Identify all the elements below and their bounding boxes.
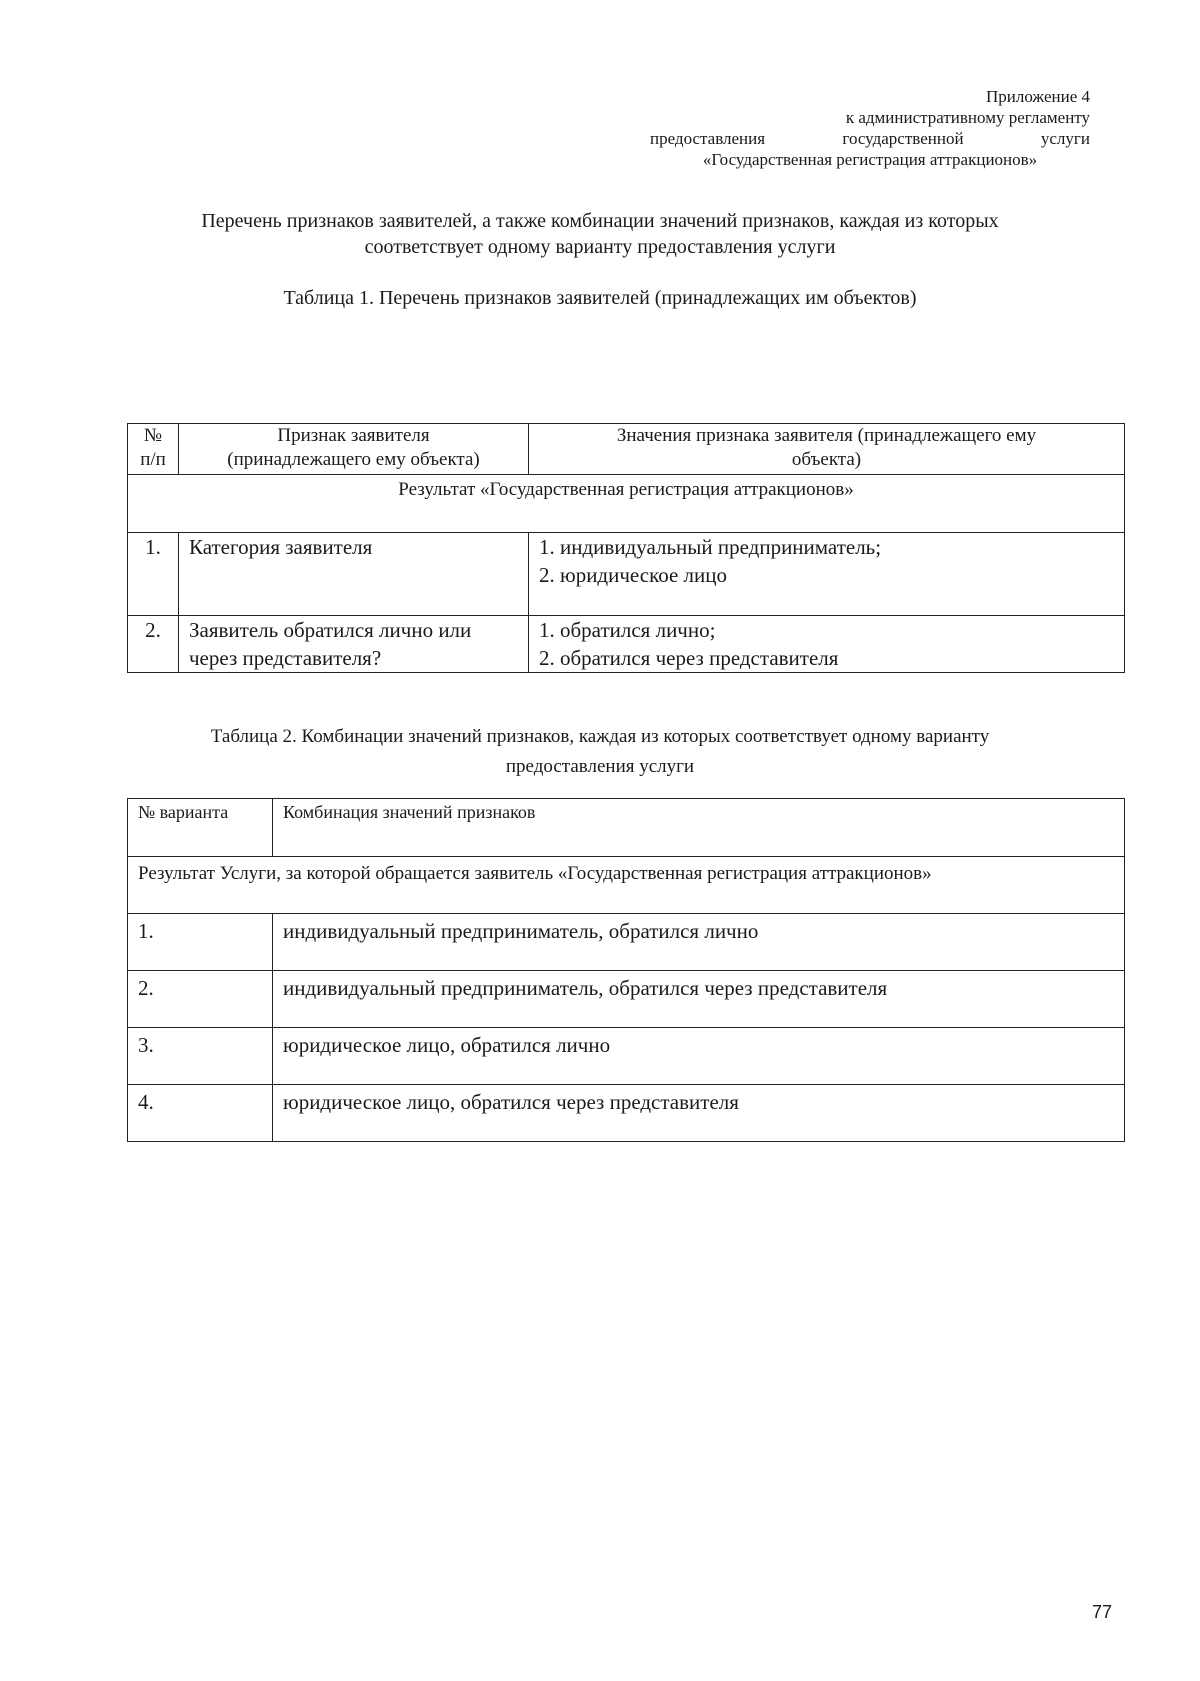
- variant-num: 1.: [128, 914, 273, 971]
- table-row: [128, 971, 1125, 1028]
- appendix-regulation: к административному регламенту: [845, 108, 1090, 127]
- header-attribute-line-2: (принадлежащего ему объекта): [227, 449, 480, 470]
- header-values: [529, 424, 1125, 475]
- appendix-service-line: [650, 128, 1090, 149]
- table2-caption-line-1: Таблица 2. Комбинации значений признаков, каждая из которых соответствует одному варианту: [210, 726, 990, 747]
- header-num-line-1: №: [143, 425, 163, 446]
- appendix-word-state: государственной: [842, 129, 964, 148]
- table-header-row: [128, 424, 1125, 475]
- table-row: [128, 533, 1125, 616]
- header-values-line-1: Значения признака заявителя (принадлежащего ему: [616, 425, 1037, 446]
- table-row: [128, 616, 1125, 673]
- variant-combination: юридическое лицо, обратился через представителя: [273, 1085, 1125, 1142]
- table-row: [128, 1028, 1125, 1085]
- row-value-line-2: 2. юридическое лицо: [539, 563, 727, 587]
- table-result-row: [128, 475, 1125, 533]
- document-heading: [130, 208, 1070, 260]
- variant-num: 4.: [128, 1085, 273, 1142]
- header-num: [128, 424, 179, 475]
- page-number: 77: [1092, 1602, 1113, 1622]
- variant-num: 3.: [128, 1028, 273, 1085]
- result-cell: Результат Услуги, за которой обращается заявитель «Государственная регистрация аттракционов»: [128, 857, 1125, 914]
- table-row: [128, 914, 1125, 971]
- header-attribute-line-1: Признак заявителя: [277, 425, 430, 446]
- table-row: [128, 1085, 1125, 1142]
- appendix-service-name: «Государственная регистрация аттракционов»: [702, 150, 1038, 169]
- applicant-attributes-table: [127, 423, 1125, 673]
- row-value-line-1: 1. индивидуальный предприниматель;: [539, 535, 882, 559]
- row-value-line-2: 2. обратился через представителя: [539, 646, 839, 670]
- row-attribute-line-1: Заявитель обратился лично или: [189, 618, 472, 642]
- heading-line-1: Перечень признаков заявителей, а также комбинации значений признаков, каждая из которых: [201, 210, 999, 232]
- table2-caption-line-2: предоставления услуги: [505, 756, 695, 777]
- variant-combination: индивидуальный предприниматель, обратился лично: [273, 914, 1125, 971]
- table-header-row: [128, 799, 1125, 857]
- row-values: [529, 616, 1125, 673]
- table-result-row: [128, 857, 1125, 914]
- row-value-line-1: 1. обратился лично;: [539, 618, 716, 642]
- appendix-word-service: услуги: [1040, 129, 1090, 148]
- table2-caption: [130, 722, 1070, 782]
- header-num-line-2: п/п: [140, 449, 166, 470]
- row-attribute-line-2: через представителя?: [189, 646, 382, 670]
- result-cell: Результат «Государственная регистрация аттракционов»: [128, 475, 1125, 533]
- attribute-combinations-table: [127, 798, 1125, 1142]
- row-attribute: [179, 616, 529, 673]
- heading-line-2: соответствует одному варианту предоставления услуги: [364, 236, 836, 258]
- variant-num: 2.: [128, 971, 273, 1028]
- appendix-title: Приложение 4: [986, 87, 1090, 106]
- variant-combination: индивидуальный предприниматель, обратился через представителя: [273, 971, 1125, 1028]
- table1-caption: Таблица 1. Перечень признаков заявителей (принадлежащих им объектов): [283, 287, 917, 309]
- row-num: 1.: [128, 533, 179, 616]
- header-values-line-2: объекта): [791, 449, 862, 470]
- variant-combination: юридическое лицо, обратился лично: [273, 1028, 1125, 1085]
- header-combination: Комбинация значений признаков: [273, 799, 1125, 857]
- row-num: 2.: [128, 616, 179, 673]
- row-attribute: [179, 533, 529, 616]
- appendix-header: [650, 86, 1090, 170]
- header-variant: № варианта: [128, 799, 273, 857]
- row-attribute-line-1: Категория заявителя: [189, 535, 373, 559]
- appendix-word-provision: предоставления: [650, 129, 766, 148]
- header-attribute: [179, 424, 529, 475]
- row-values: [529, 533, 1125, 616]
